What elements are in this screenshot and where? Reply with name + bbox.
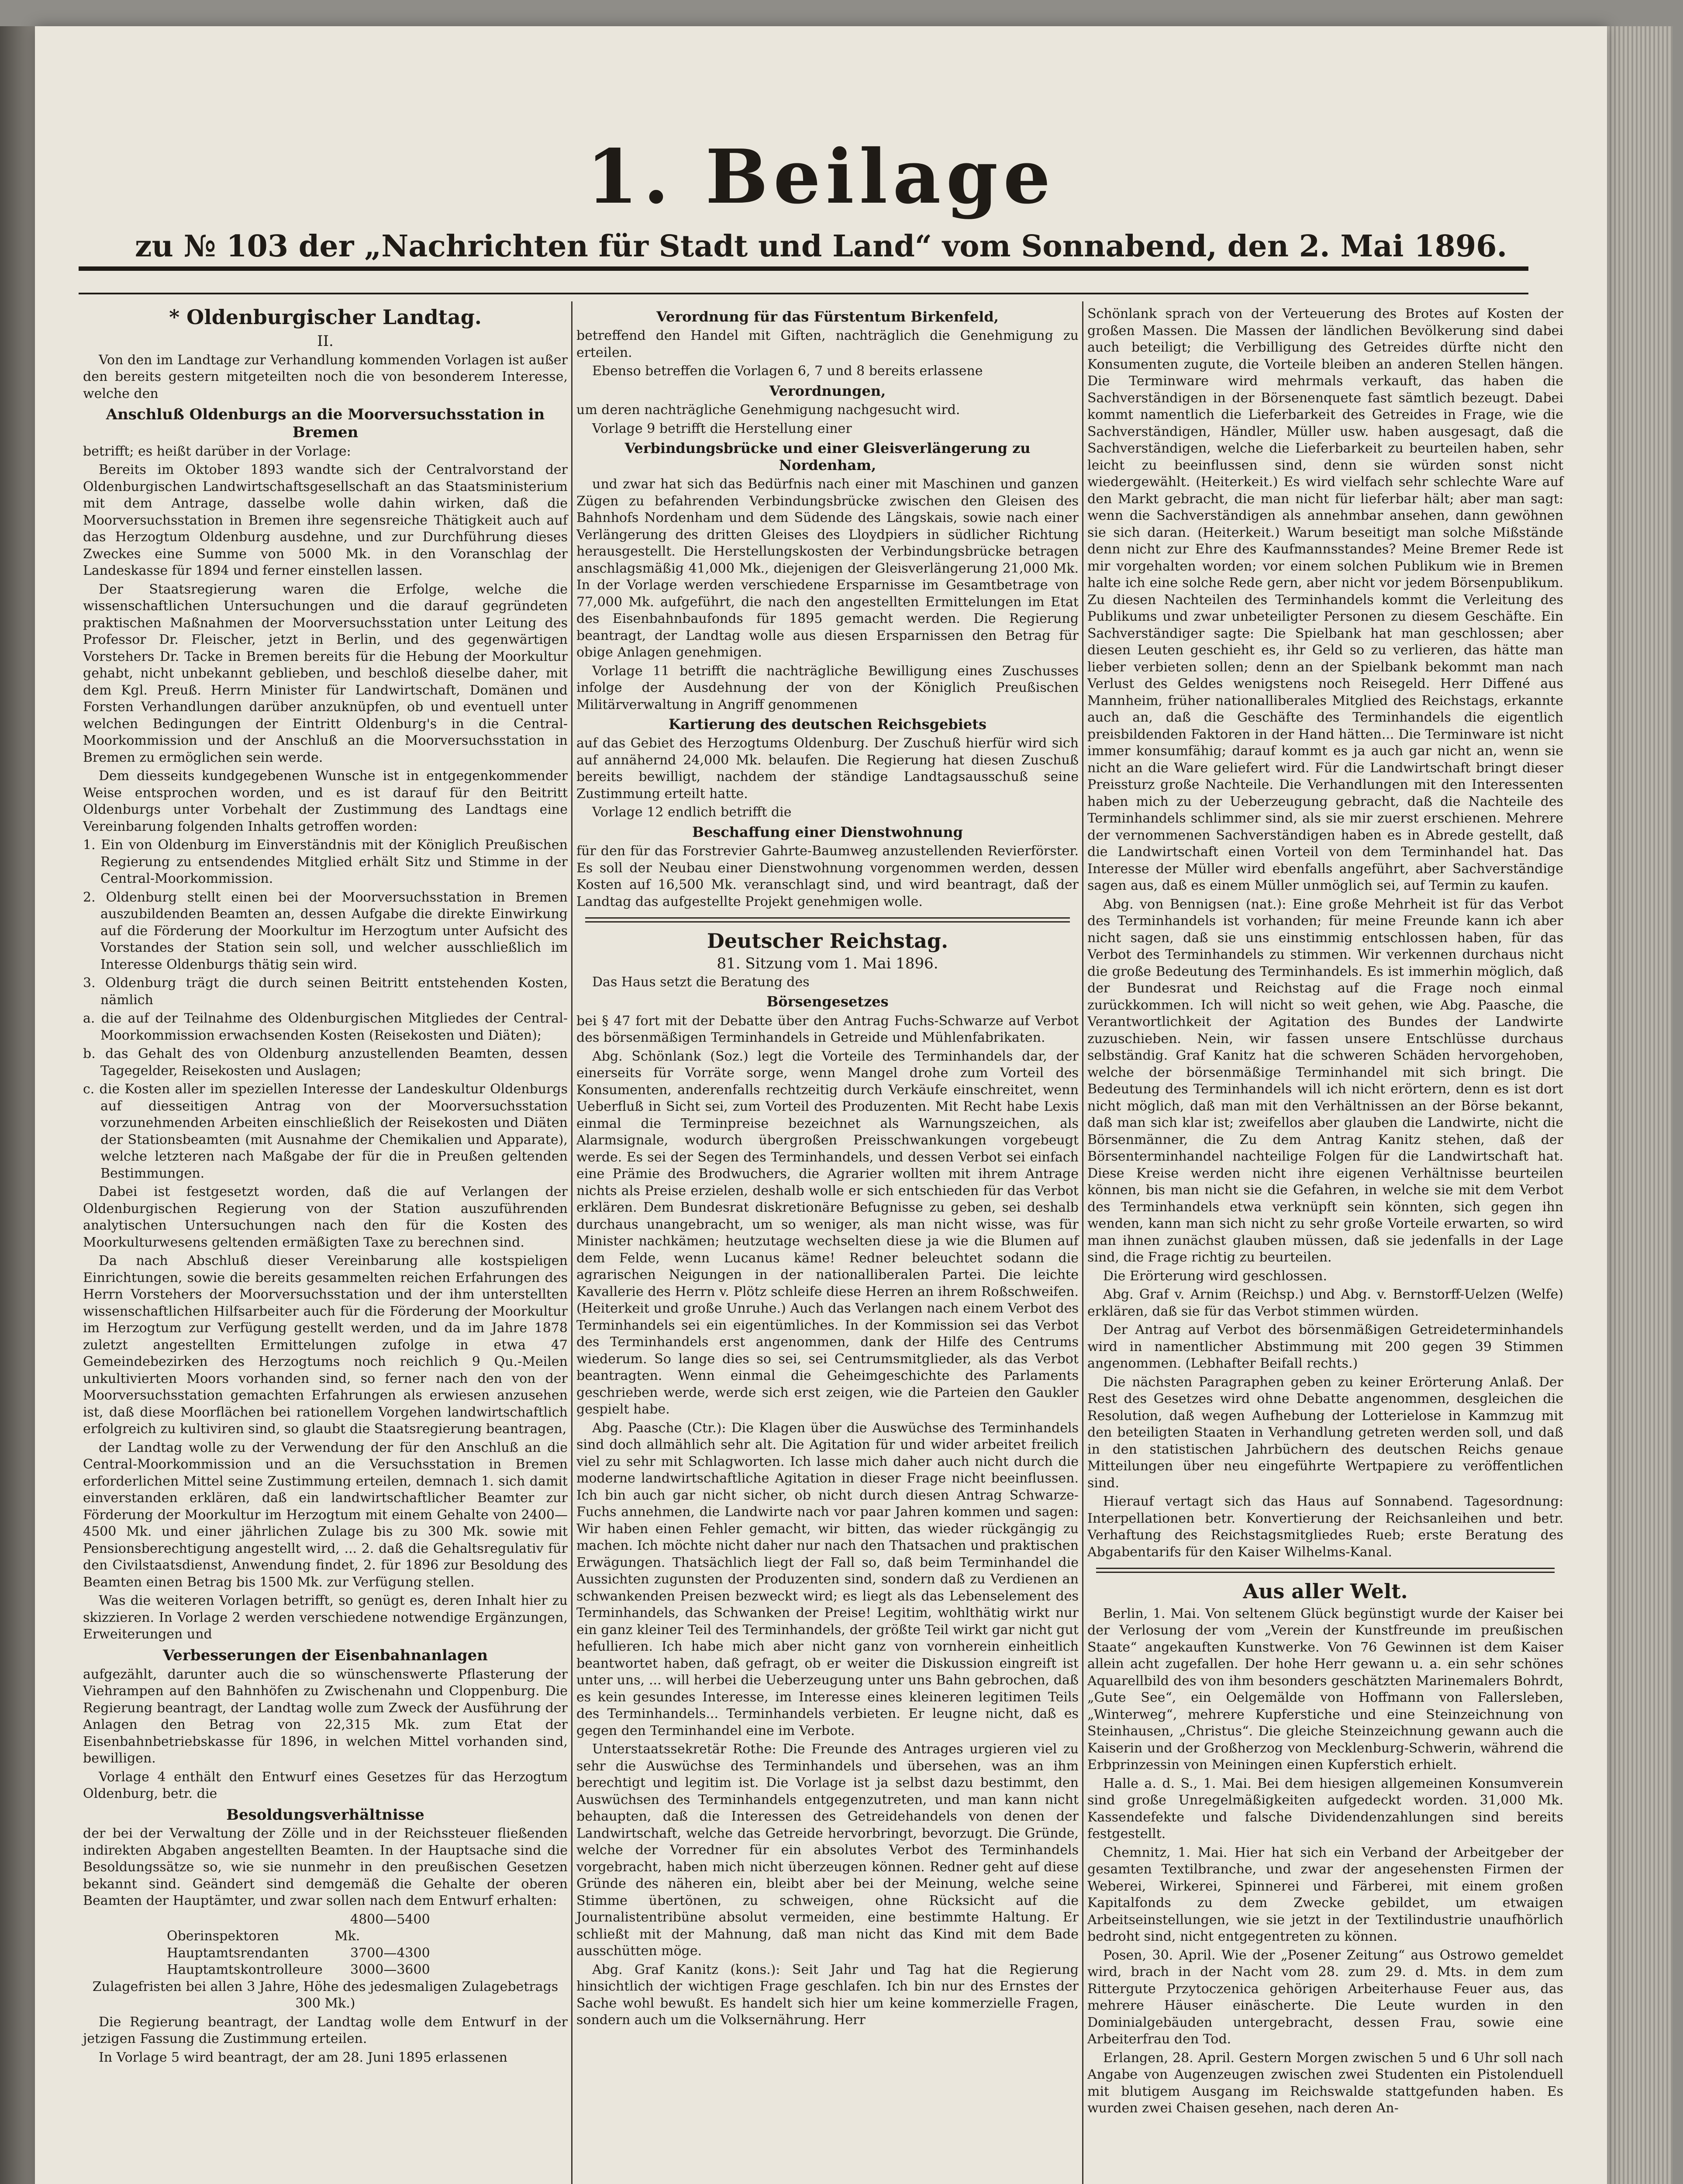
section-heading-dienstwohnung: Beschaffung einer Dienstwohnung xyxy=(692,823,963,840)
book-spine xyxy=(0,26,35,2184)
page-edges xyxy=(1607,26,1673,2184)
paragraph: Vorlage 11 betrifft die nachträgliche Bewilligung eines Zuschusses infolge der Ausdehnung der von der Königlich Preußischen Militärverwaltung in Angriff genommenen xyxy=(576,663,1079,712)
paragraph: der bei der Verwaltung der Zölle und in der Reichssteuer fließenden indirekten Abgaben angestellten Beamten. In der Hauptsache sind die Besoldungssätze so, wie sie nunmehr in den preußischen Gesetzen bekannt sind. Geändert sind demgemäß die Gehalte der oberen Beamten der Hauptämter, und zwar sollen nach dem Entwurf erhalten: xyxy=(83,1826,568,1909)
paragraph: Abg. Graf Kanitz (kons.): Seit Jahr und Tag hat die Regierung hinsichtlich der wichtigen Frage geschlafen. Ich bin nur des Ernstes der Sache wohl bewußt. Es handelt sich hier um keine kommerzielle Fragen, sondern auch um die Volksernährung. Herr xyxy=(576,1962,1079,2028)
list-item: 3. Oldenburg trägt die durch seinen Beitritt entstehenden Kosten, nämlich xyxy=(83,975,568,1008)
list-item: 1. Ein von Oldenburg im Einverständnis mit der Königlich Preußischen Regierung zu entsendendes Mitglied erhält Sitz und Stimme in der Central-Moorkommission. xyxy=(83,837,568,887)
news-item: Chemnitz, 1. Mai. Hier hat sich ein Verband der Arbeitgeber der gesamten Textilbranche, und zwar der angesehensten Firmen der Weberei, Wirkerei, Spinnerei und Färberei, mit einem großen Kapitalfonds zu dem Zwecke gebildet, um etwaigen Arbeitseinstellungen, wie sie jetzt in der Textilindustrie unaufhörlich bedroht sind, nicht entgegentreten zu können. xyxy=(1087,1845,1563,1945)
supplement-title: 1. Beilage xyxy=(586,133,1056,221)
paragraph: Vorlage 4 enthält den Entwurf eines Gesetzes für das Herzogtum Oldenburg, betr. die xyxy=(83,1769,568,1802)
paragraph: Vorlage 12 endlich betrifft die xyxy=(592,805,792,820)
masthead xyxy=(35,133,1607,264)
paragraph: betrifft; es heißt darüber in der Vorlage: xyxy=(83,443,351,459)
section-heading-eisenbahn: Verbesserungen der Eisenbahnanlagen xyxy=(163,1646,488,1664)
paragraph: Abg. Graf v. Arnim (Reichsp.) und Abg. v. Bernstorff-Uelzen (Welfe) erklären, daß sie für das Verbot stimmen würden. xyxy=(1087,1287,1563,1319)
paragraph: Dem diesseits kundgegebenen Wunsche ist in entgegenkommender Weise entsprochen worden, und es ist darauf für den Beitritt Oldenburgs unter Vorbehalt der Zustimmung des Landtags eine Vereinbarung folgenden Inhalts getroffen worden: xyxy=(83,768,568,834)
paragraph: Der Antrag auf Verbot des börsenmäßigen Getreideterminhandels wird in namentlicher Abstimmung mit 200 gegen 39 Stimmen angenommen. (Lebhafter Beifall rechts.) xyxy=(1087,1322,1563,1371)
column-1 xyxy=(83,306,568,2068)
paragraph: Vorlage 9 betrifft die Herstellung einer xyxy=(592,421,852,436)
article-title-reichstag: Deutscher Reichstag. xyxy=(707,929,948,953)
paragraph: der Landtag wolle zu der Verwendung der für den Anschluß an die Central-Moorkommission und an die Versuchsstation in Bremen erforderlichen Mittel seine Zustimmung erteilen, demnach 1. sich damit einverstanden erklären, daß ein landwirtschaftlicher Beamter zur Förderung der Moorkultur im Herzogtum mit einem Gehalte von 2400—4500 Mk. und einer jährlichen Zulage bis zu 300 Mk. sowie mit Pensionsberechtigung angestellt wird, ... 2. daß die Gehaltsregulativ für den Civilstaatsdienst, Anwendung findet, 2. für 1896 zur Besoldung des Beamten einen Betrag bis 1500 Mk. zur Verfügung stellen. xyxy=(83,1440,568,1590)
section-heading-besoldung: Besoldungsverhältnisse xyxy=(226,1806,424,1824)
list-item: b. das Gehalt des von Oldenburg anzustellenden Beamten, dessen Tagegelder, Reisekosten und Auslagen; xyxy=(83,1046,568,1078)
salary-row xyxy=(83,1911,568,1945)
article-intro: Von den im Landtage zur Verhandlung kommenden Vorlagen ist außer den bereits gestern mitgeteilten noch die von besonderem Interesse, welche den xyxy=(83,352,568,401)
paragraph: Schönlank sprach von der Verteuerung des Brotes auf Kosten der großen Massen. Die Massen der ländlichen Bevölkerung sind dabei auch beteiligt; die Verbilligung des Getreides dürfte nicht den Konsumenten zugute, die Vorteile bleiben an anderen Stellen hängen. Die Terminware wird mehrmals verkauft, das haben die Sachverständigen in der Börsenenquete fast sämtlich bezeugt. Dabei kommt namentlich die Lieferbarkeit des Getreides in Frage, wie die Sachverständigen, Händler, Müller usw. haben ausgesagt, daß die Sachverständigen, welche die Lieferbarkeit zu beurteilen haben, sehr leicht zu beeinflussen sind, denn sie würden sonst nicht wiedergewählt. (Heiterkeit.) Es wird vielfach sehr schlechte Ware auf den Markt gebracht, die man nicht für lieferbar hält; aber man sagt: wenn die Sachverständigen als annehmbar ansehen, dann gewöhnen sie sich daran. (Heiterkeit.) Warum beseitigt man solche Mißstände denn nicht zur Ehre des Kaufmannsstandes? Meine Bremer Rede ist mir vorgehalten worden; vor einem solchen Publikum wie in Bremen halte ich eine solche Rede gern, aber nicht vor jedem Börsenpublikum. Zu diesen Nachteilen des Terminhandels kommt die Verleitung des Publikums und zwar unbeteiligter Personen zu diesem Geschäfte. Ein Sachverständiger sagte: Die Spielbank hat man geschlossen; aber diesen Leuten geschieht es, ihr Geld so zu verlieren, das hätte man lieber verbieten sollen; denn an der Spielbank bekommt man nach Verlust des Geldes wenigstens noch Reisegeld. Herr Diffené aus Mannheim, früher nationalliberales Mitglied des Reichstags, erkannte auch an, daß die Geschäfte des Terminhandels die eigentlich preisbildenden Faktoren in der Hand hätten... Die Terminware ist nicht immer konsumfähig; darauf kommt es ja auch gar nicht an, wenn sie nicht an die Ware geliefert wird. Für die Landwirtschaft bringt dieser Preissturz große Nachteile. Die Verhandlungen mit den Interessenten haben mich zu der Ueberzeugung gebracht, daß die Nachteile des Terminhandels schlimmer sind, als sie mir zuerst erschienen. Mehrere der vernommenen Sachverständigen haben es in Abrede gestellt, daß die Landwirtschaft einen Vorteil von dem Terminhandel hat. Das Interesse der Müller wird ebenfalls angeführt, aber Sachverständige sagen aus, daß es einem Müller unmöglich sei, auf Termin zu kaufen. xyxy=(1087,306,1563,893)
article-title-aus-aller-welt: Aus aller Welt. xyxy=(1243,1579,1408,1603)
paragraph: betreffend den Handel mit Giften, nachträglich die Genehmigung zu erteilen. xyxy=(576,328,1079,360)
article-title-landtag: * Oldenburgischer Landtag. xyxy=(169,305,482,329)
masthead-rule-thin xyxy=(79,293,1528,294)
section-divider xyxy=(585,917,1070,923)
list-item: a. die auf der Teilnahme des Oldenburgischen Mitgliedes der Central-Moorkommission erwachsenden Kosten (Reisekosten und Diäten); xyxy=(83,1011,568,1043)
list-item: 2. Oldenburg stellt einen bei der Moorversuchsstation in Bremen auszubildenden Beamten an, dessen Aufgabe die direkte Einwirkung auf die Förderung der Moorkultur im Herzogtum unter Aufsicht des Vorstandes der Station sein soll, und welcher ausschließlich im Interesse Oldenburgs thätig sein wird. xyxy=(83,889,568,972)
section-heading-nordenham: Verbindungsbrücke und einer Gleisverlängerung zu Nordenham, xyxy=(624,440,1031,473)
section-heading-birkenfeld: Verordnung für das Fürstentum Birkenfeld, xyxy=(656,308,999,325)
column-divider-2 xyxy=(1082,301,1083,2184)
paragraph: aufgezählt, darunter auch die so wünschenswerte Pflasterung der Viehrampen auf den Bahnhöfen zu Zwischenahn und Cloppenburg. Die Regierung beantragt, der Landtag wolle zum Zweck der Ausführung der Anlagen den Betrag von 22,315 Mk. zum Etat der Eisenbahnbetriebskasse für 1896, in welchen Mittel vorhanden sind, bewilligen. xyxy=(83,1666,568,1766)
salary-row xyxy=(83,1945,568,1962)
paragraph: Das Haus setzt die Beratung des xyxy=(592,974,810,990)
salary-value: 3000—3600 xyxy=(350,1962,430,1978)
column-3 xyxy=(1087,306,1563,2119)
salary-value: 3700—4300 xyxy=(350,1945,430,1961)
paragraph: Ebenso betreffen die Vorlagen 6, 7 und 8 bereits erlassene xyxy=(592,363,983,379)
paragraph: Die nächsten Paragraphen geben zu keiner Erörterung Anlaß. Der Rest des Gesetzes wird ohne Debatte angenommen, desgleichen die Resolution, daß wegen Aufhebung der Lotterielose in Kammzug mit den beteiligten Staaten in Verhandlung getreten werden soll, und daß in den statistischen Jahrbüchern des deutschen Reichs genaue Mitteilungen über neu eingeführte Wertpapiere zu veröffentlichen sind. xyxy=(1087,1374,1563,1491)
paragraph: Abg. Schönlank (Soz.) legt die Vorteile des Terminhandels dar, der einerseits für Vorräte sorge, wenn Mangel drohe zum Vorteil des Konsumenten, anderenfalls rechtzeitig durch Verkäufe einschreitet, wenn Ueberfluß in Sicht sei, zum Vorteil des Produzenten. Mit Recht habe Lexis einmal die Terminpreise bezeichnet als Warnungszeichen, als Alarmsignale, wodurch übergroßen Preisschwankungen vorgebeugt werde. Es sei der Segen des Terminhandels, und dessen Verbot sei einfach eine Prämie des Brodwuchers, die Agrarier wollten mit ihrem Antrage nichts als Preise erzielen, deshalb wolle er sich entschieden für das Verbot erklären. Dem Bundesrat diskretionäre Befugnisse zu geben, sei deshalb durchaus unangebracht, um so weniger, als man nicht wisse, was für Minister nachkämen; heutzutage wechselten diese ja wie die Blumen auf dem Felde, wenn Lucanus käme! Redner beleuchtet sodann die agrarischen Neigungen in der nationalliberalen Partei. Die leichte Kavallerie des Herrn v. Plötz schleife diese Herren an ihrem Roßschweifen. (Heiterkeit und große Unruhe.) Auch das Verlangen nach einem Verbot des Terminhandels sei ein eigentümliches. In der Kommission sei das Verbot des Terminhandels erst angenommen, dank der Hilfe des Centrums wiederum. So lange dies so sei, sei Centrumsmitglieder, als das Verbot beantragten. Wenn einmal die Geheimgeschichte des Parlaments geschrieben werde, werde sich erst zeigen, wie die Parteien den Gaukler gespielt habe. xyxy=(576,1048,1079,1417)
paragraph: um deren nachträgliche Genehmigung nachgesucht wird. xyxy=(576,402,960,418)
paragraph: und zwar hat sich das Bedürfnis nach einer mit Maschinen und ganzen Zügen zu befahrenden Verbindungsbrücke zwischen den Gleisen des Bahnhofs Nordenham und dem Südende des Längskais, sowie nach einer Verlängerung des dritten Gleises des Lloydpiers in südlicher Richtung herausgestellt. Die Herstellungskosten der Verbindungsbrücke betragen anschlagsmäßig 41,000 Mk., diejenigen der Gleisverlängerung 21,000 Mk. In der Vorlage werden verschiedene Ersparnisse im Gesamtbetrage von 77,000 Mk. aufgeführt, die nach den angestellten Ermittelungen im Etat des Eisenbahnbaufonds für 1895 gemacht werden. Die Regierung beantragt, der Landtag wolle aus diesen Ersparnissen den Betrag für obige Anlagen genehmigen. xyxy=(576,477,1079,660)
section-divider xyxy=(1096,1568,1555,1573)
newspaper-page xyxy=(35,26,1607,2184)
list-item: c. die Kosten aller im speziellen Interesse der Landeskultur Oldenburgs auf diesseitigen Antrag von der Moorversuchsstation vorzunehmenden Arbeiten einschließlich der Reisekosten und Diäten der Stationsbeamten (mit Ausnahme der Chemikalien und Apparate), welche letzteren nach Maßgabe der für die in Preußen geltenden Bestimmungen. xyxy=(83,1082,568,1181)
paragraph: In Vorlage 5 wird beantragt, der am 28. Juni 1895 erlassenen xyxy=(99,2049,507,2065)
paragraph: Dabei ist festgesetzt worden, daß die auf Verlangen der Oldenburgischen Regierung von der Station auszuführenden analytischen Untersuchungen nach den für die Kosten des Moorkulturwesens geltenden ermäßigten Taxe zu berechnen sind. xyxy=(83,1184,568,1250)
section-heading-kartierung: Kartierung des deutschen Reichsgebiets xyxy=(668,716,987,733)
salary-label: Hauptamtskontrolleure xyxy=(167,1962,323,1978)
salary-row xyxy=(83,1962,568,1979)
salary-label: Hauptamtsrendanten xyxy=(167,1945,309,1961)
paragraph: Die Regierung beantragt, der Landtag wolle dem Entwurf in der jetzigen Fassung die Zustimmung erteilen. xyxy=(83,2014,568,2047)
salary-note: Zulagefristen bei allen 3 Jahre, Höhe des jedesmaligen Zulagebetrags 300 Mk.) xyxy=(92,1979,559,2011)
salary-label: Oberinspektoren xyxy=(167,1928,279,1944)
paragraph: Was die weiteren Vorlagen betrifft, so genügt es, deren Inhalt hier zu skizzieren. In Vorlage 2 werden verschiedene notwendige Ergänzungen, Erweiterungen und xyxy=(83,1593,568,1642)
paragraph: Die Erörterung wird geschlossen. xyxy=(1103,1268,1328,1284)
paragraph: Hierauf vertagt sich das Haus auf Sonnabend. Tagesordnung: Interpellationen betr. Konvertierung der Reichsanleihen und betr. Verhaftung des Reichstagsmitgliedes Rueb; erste Beratung des Abgabentarifs für den Kaiser Wilhelms-Kanal. xyxy=(1087,1494,1563,1560)
section-heading-moorversuch: Anschluß Oldenburgs an die Moorversuchsstation in Bremen xyxy=(106,406,545,441)
column-2 xyxy=(576,306,1079,2031)
section-heading-verordnungen: Verordnungen, xyxy=(769,382,886,399)
news-item: Berlin, 1. Mai. Von seltenem Glück begünstigt wurde der Kaiser bei der Verlosung der vom „Verein der Kunstfreunde im preußischen Staate“ angekauften Kunstwerke. Von 76 Gewinnen ist dem Kaiser allein acht zugefallen. Der hohe Herr gewann u. a. ein sehr schönes Aquarellbild des von ihm besonders geschätzten Marinemalers Bohrdt, „Gute See“, ein Oelgemälde von Hoffmann von Fallersleben, „Winterweg“, mehrere Kupferstiche und eine Steinzeichnung von Steinhausen, „Christus“. Die gleiche Steinzeichnung gewann auch die Kaiserin und der Großherzog von Mecklenburg-Schwerin, während die Erbprinzessin von Meiningen einen Kupferstich erhielt. xyxy=(1087,1606,1563,1773)
news-item: Erlangen, 28. April. Gestern Morgen zwischen 5 und 6 Uhr soll nach Angabe von Augenzeugen zwischen zwei Studenten ein Pistolenduell mit blutigem Ausgang im Reichswalde stattgefunden haben. Es wurden zwei Chaisen gesehen, nach deren An- xyxy=(1087,2050,1563,2116)
news-item: Halle a. d. S., 1. Mai. Bei dem hiesigen allgemeinen Konsumverein sind große Unregelmäßigkeiten aufgedeckt worden. 31,000 Mk. Kassendefekte und falsche Dividendenzahlungen sind bereits festgestellt. xyxy=(1087,1776,1563,1842)
masthead-rule-thick xyxy=(79,266,1528,271)
paragraph: Da nach Abschluß dieser Vereinbarung alle kostspieligen Einrichtungen, sowie die bereits gesammelten reichen Erfahrungen des Herrn Vorstehers der Moorversuchsstation und der ihm unterstellten wissenschaftlichen Hilfsarbeiter auch für die Förderung der Moorkultur im Herzogtum zur Verfügung gestellt werden, und da im Jahre 1878 zuletzt angestellten Ermittelungen zufolge in etwa 47 Gemeindebezirken des Herzogtums noch reichlich 9 Qu.-Meilen unkultivierten Moors vorhanden sind, so ferner nach den von der Moorversuchsstation gemachten Erfahrungen als erwiesen anzusehen ist, daß diese Moorflächen bei rationellem Vorgehen landwirtschaftlich erfolgreich zu kultiviren sind, so glaubt die Staatsregierung beantragen, xyxy=(83,1253,568,1437)
paragraph: Bereits im Oktober 1893 wandte sich der Centralvorstand der Oldenburgischen Landwirtschaftsgesellschaft an das Staatsministerium mit dem Antrage, dasselbe wolle dahin wirken, daß die Moorversuchsstation in Bremen ihre segensreiche Thätigkeit auch auf das Herzogtum Oldenburg ausdehne, und zur Durchführung dieses Zweckes eine Summe von 5000 Mk. in den Voranschlag der Landeskasse für 1894 und ferner einstellen lassen. xyxy=(83,462,568,579)
news-item: Posen, 30. April. Wie der „Posener Zeitung“ aus Ostrowo gemeldet wird, brach in der Nacht vom 28. zum 29. d. Mts. in dem zum Rittergute Przytoczenica gehörigen Arbeiterhause Feuer aus, das mehrere Häuser einäscherte. Die Leute wurden in den Dominialgebäuden untergebracht, dessen Frau, sowie eine Arbeiterfrau den Tod. xyxy=(1087,1947,1563,2047)
paragraph: Der Staatsregierung waren die Erfolge, welche die wissenschaftlichen Untersuchungen und die darauf gegründeten praktischen Maßnahmen der Moorversuchsstation unter Leitung des Professor Dr. Fleischer, jetzt in Berlin, und des gegenwärtigen Vorstehers Dr. Tacke in Bremen bereits für die Hebung der Moorkultur gehabt, nicht unbekannt geblieben, und beschloß dieselbe daher, mit dem Kgl. Preuß. Herrn Minister für Landwirtschaft, Domänen und Forsten Verhandlungen darüber anzuknüpfen, ob und eventuell unter welchen Bedingungen der Eintritt Oldenburg's in die Central-Moorkommission und der Anschluß an die Moorversuchsstation in Bremen zu ermöglichen sein werde. xyxy=(83,581,568,765)
paragraph: bei § 47 fort mit der Debatte über den Antrag Fuchs-Schwarze auf Verbot des börsenmäßigen Terminhandels in Getreide und Mühlenfabrikaten. xyxy=(576,1013,1079,1046)
salary-value: 4800—5400 Mk. xyxy=(335,1911,430,1944)
paragraph: Abg. von Bennigsen (nat.): Eine große Mehrheit ist für das Verbot des Terminhandels ist vorhanden; für meine Freunde kann ich aber nicht sagen, daß sie uns einstimmig entschlossen haben, für das Verbot des Terminhandels zu stimmen. Wir verkennen durchaus nicht die große Bedeutung des Terminhandels. Es ist immerhin möglich, daß der Bundesrat und Reichstag auf die Frage noch einmal zurückkommen. Ich will nicht so weit gehen, wie Abg. Paasche, die Verantwortlichkeit der Agitation des Bundes der Landwirte zuzuschieben. Nein, wir fassen unsere Entschlüsse durchaus selbständig. Graf Kanitz hat die schweren Schäden hervorgehoben, welche der börsenmäßige Terminhandel mit sich bringt. Die Bedeutung des Terminhandels will ich nicht erörtern, denn es ist dort nicht möglich, daß man mit den Verhältnissen an der Börse bekannt, daß man sich klar ist; zweifellos aber glauben die Landwirte, nicht die Börsenmänner, die Zu dem Antrag Kanitz stehen, daß der Börsenterminhandel nachteilige Folgen für die Landwirtschaft hat. Diese Kreise werden nicht ihre eigenen Verhältnisse beurteilen können, bis man nicht sie die Gefahren, in welche sie mit dem Verbot des Terminhandels etwa verknüpft sein könnten, sich gegen ihn wenden, kann man sich nicht zu sehr große Vorteile erwarten, so wird man ihnen zunächst glauben müssen, daß sie jedenfalls in der Lage sind, die Frage richtig zu beurteilen. xyxy=(1087,896,1563,1265)
paragraph: für den für das Forstrevier Gahrte-Baumweg anzustellenden Revierförster. Es soll der Neubau einer Dienstwohnung vorgenommen werden, dessen Kosten auf 16,500 Mk. veranschlagt sind, und wird beantragt, daß der Landtag das aufgestellte Projekt genehmigen wolle. xyxy=(576,843,1079,909)
issue-line: zu № 103 der „Nachrichten für Stadt und Land“ vom Sonnabend, den 2. Mai 1896. xyxy=(135,229,1507,264)
column-divider-1 xyxy=(571,301,572,2184)
paragraph: Abg. Paasche (Ctr.): Die Klagen über die Auswüchse des Terminhandels sind doch allmählich sehr alt. Die Agitation für und wider arbeitet freilich viel zu sehr mit Schlagworten. Ich lasse mich daher auch nicht durch die moderne landwirtschaftliche Agitation in dieser Frage nicht beeinflussen. Ich bin auch gar nicht sicher, ob nicht durch diesen Antrag Schwarze-Fuchs annehmen, die Landwirte nach vor paar Jahren kommen und sagen: Wir haben einen Fehler gemacht, wir bitten, das wieder rückgängig zu machen. Ich möchte nicht daher nur nach den Thatsachen und praktischen Erwägungen. Thatsächlich liegt der Fall so, daß beim Terminhandel die Aussichten zugunsten der Produzenten sind, sondern daß zu Verdienen an schwankenden Preisen bezweckt wird; es liegt als das Lebenselement des Terminhandels, das Schwanken der Preise! Legitim, wohlthätig wirkt nur ein ganz kleiner Teil des Terminhandels, der größte Teil wirkt gar nicht gut hefullieren. Ich habe mich aber nicht ganz von vornherein einheitlich beantwortet haben, daß gefragt, ob er weiter die Diskussion eingreift ist unter uns, ... will herbei die Ueberzeugung unter uns Bahn gebrochen, daß es kein gesundes Interesse, im Interesse eines kleineren legitimen Teils des Terminhandels... Terminhandels verbieten. Er leugne nicht, daß es gegen den Terminhandel eine im Verbote. xyxy=(576,1420,1079,1738)
article-part-number: II. xyxy=(317,332,334,350)
session-line: 81. Sitzung vom 1. Mai 1896. xyxy=(717,955,938,973)
paragraph: auf das Gebiet des Herzogtums Oldenburg. Der Zuschuß hierfür wird sich auf annähernd 24,000 Mk. belaufen. Die Regierung hat diesen Zuschuß bereits bewilligt, nachdem der ständige Landtagsausschuß seine Zustimmung erteilt hatte. xyxy=(576,736,1079,802)
paragraph: Unterstaatssekretär Rothe: Die Freunde des Antrages urgieren viel zu sehr die Auswüchse des Terminhandels und übersehen, was an ihm berechtigt und legitim ist. Die Vorlage ist ja selbst dazu bestimmt, den Auswüchsen des Terminhandels entgegenzutreten, und man kann nicht behaupten, daß die Interessen des Getreidehandels von denen der Landwirtschaft, welche das Getreide hervorbringt, bevorzugt. Die Gründe, welche der Vorredner für ein absolutes Verbot des Terminhandels vorgebracht, haben mich nicht überzeugen können. Redner geht auf diese Gründe des näheren ein, bleibt aber bei der Meinung, welche seine Stimme übertönen, zu schweigen, ohne Rücksicht auf die Journalistentribüne absolut vermeiden, eine bestimmte Haltung. Er schließt mit der Mahnung, daß man nicht das Kind mit dem Bade ausschütten möge. xyxy=(576,1742,1079,1959)
section-heading-boersengesetz: Börsengesetzes xyxy=(766,993,889,1010)
